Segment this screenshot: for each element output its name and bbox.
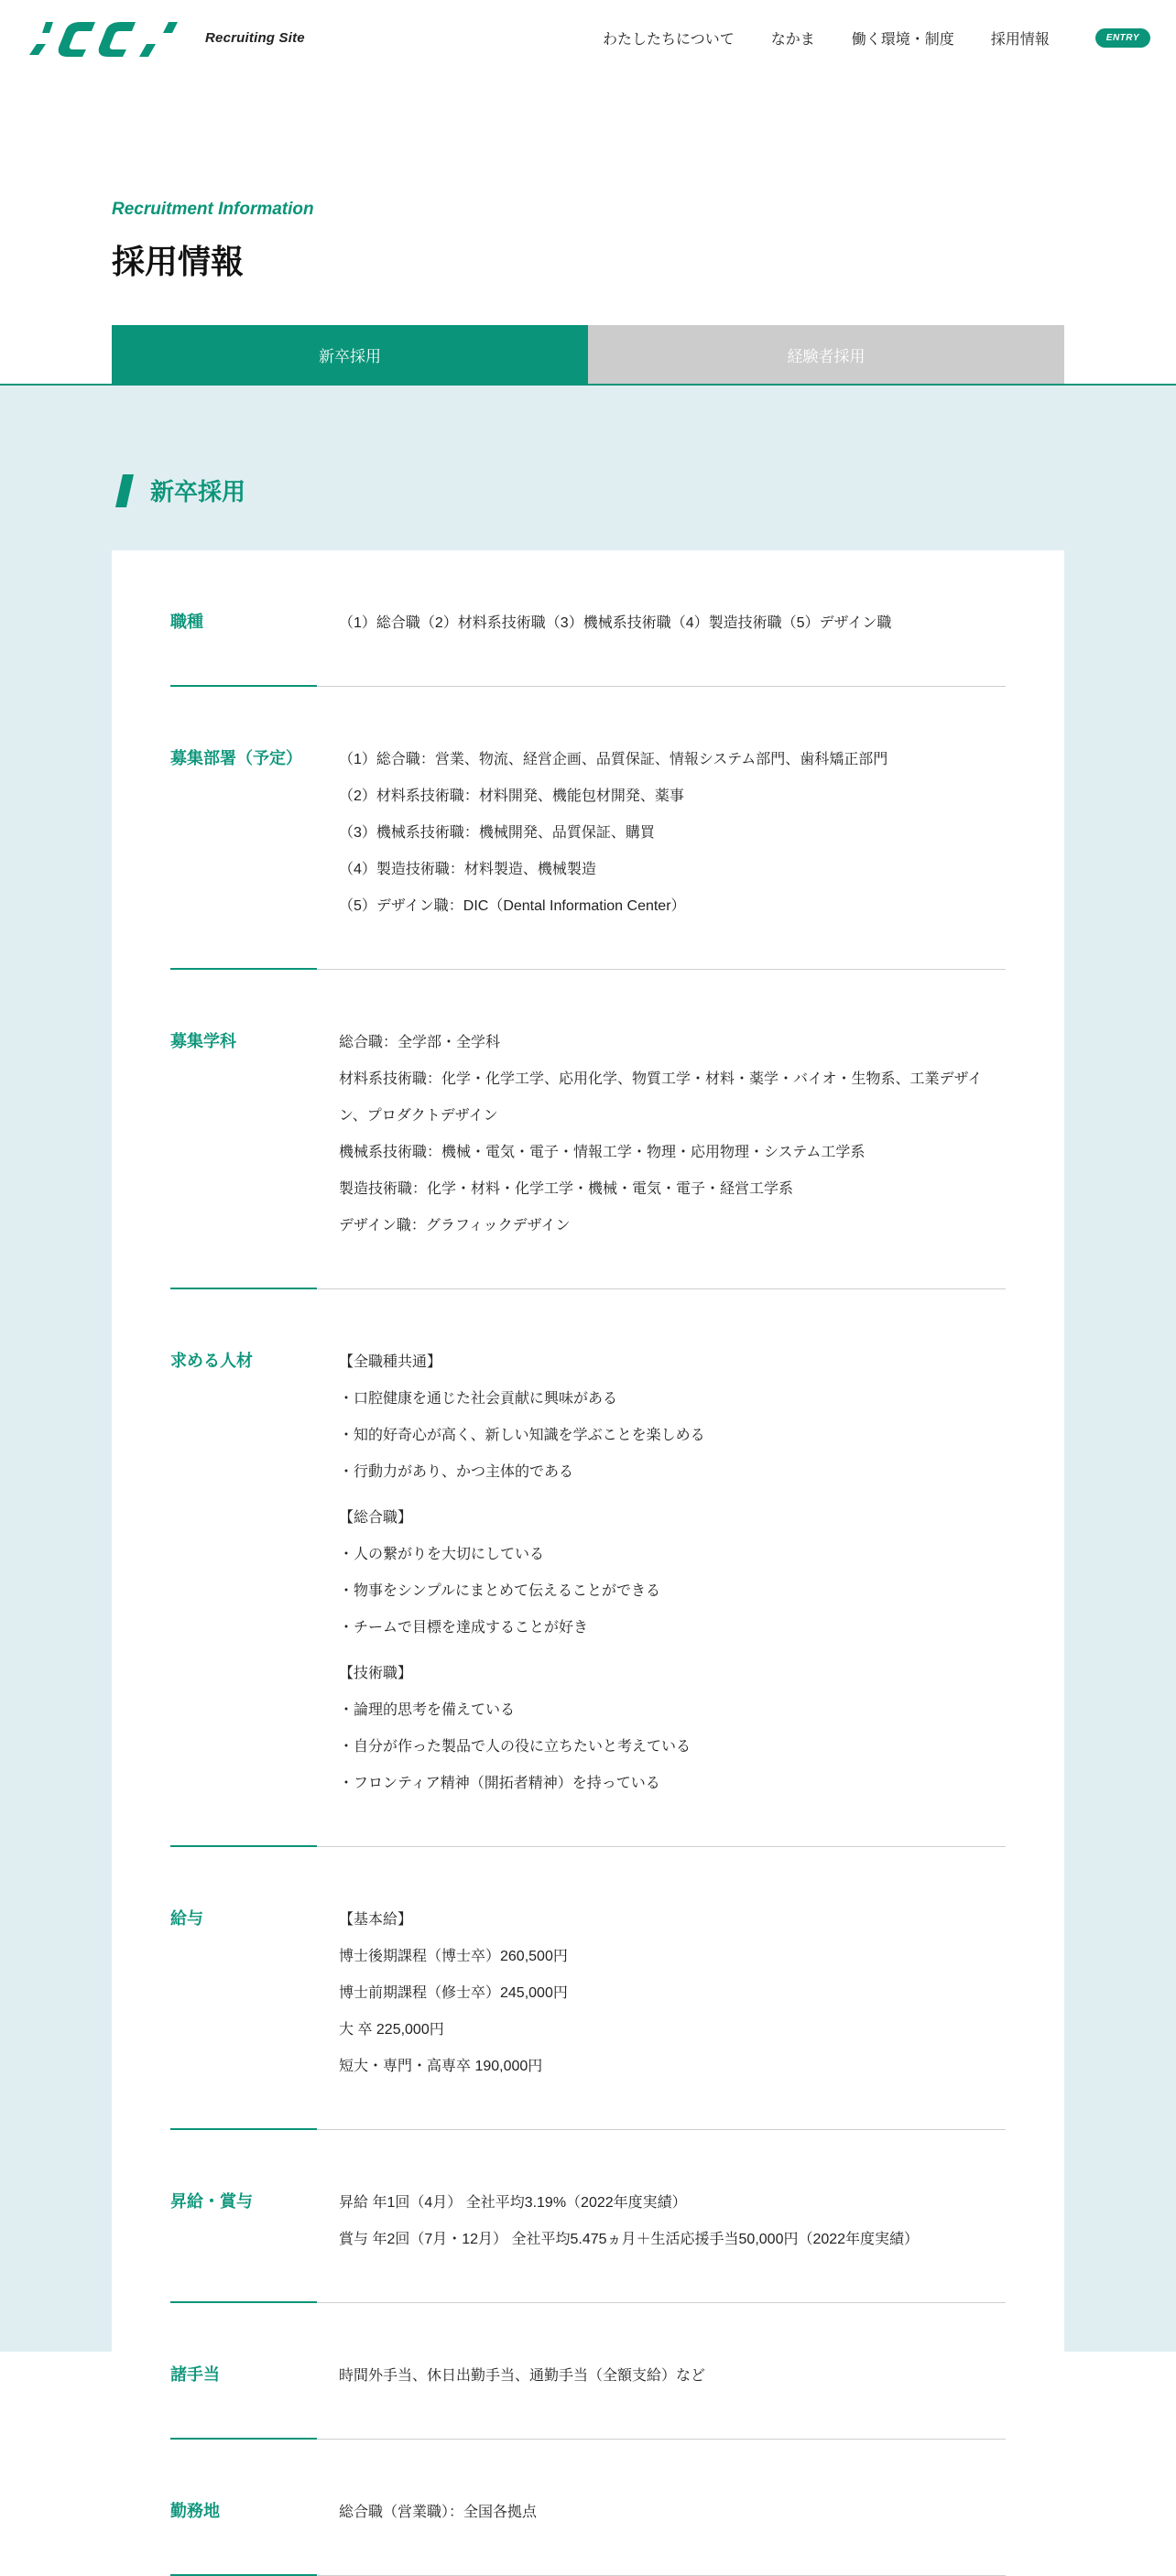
requirement-row — [170, 550, 1006, 687]
nav-environment[interactable]: 働く環境・制度 — [851, 32, 954, 48]
requirement-label: 求める人材 — [170, 1352, 253, 1370]
requirement-line: （5）デザイン職：DIC（Dental Information Center） — [339, 898, 686, 914]
requirement-row — [170, 970, 1006, 1289]
requirement-group — [339, 1656, 1006, 1802]
main-nav — [603, 27, 1150, 49]
recruit-tabs — [112, 325, 1064, 384]
requirement-line: 【基本給】 — [339, 1912, 413, 1928]
requirement-label: 給与 — [170, 1909, 203, 1928]
requirement-label: 職種 — [170, 613, 203, 631]
requirement-line: （1）総合職：営業、物流、経営企画、品質保証、情報システム部門、歯科矯正部門 — [339, 752, 888, 767]
requirement-group — [339, 1344, 1006, 1491]
requirement-line: 【総合職】 — [339, 1510, 413, 1526]
requirement-line: ・物事をシンプルにまとめて伝えることができる — [339, 1583, 660, 1599]
requirement-line: ・論理的思考を備えている — [339, 1702, 516, 1718]
requirement-body — [339, 742, 1006, 925]
tab-new-graduate[interactable]: 新卒採用 — [112, 325, 588, 384]
requirement-line: ・行動力があり、かつ主体的である — [339, 1464, 574, 1480]
requirement-line: 【全職種共通】 — [339, 1354, 442, 1370]
site-label: Recruiting Site — [205, 30, 305, 46]
requirement-line: （1）総合職（2）材料系技術職（3）機械系技術職（4）製造技術職（5）デザイン職 — [339, 615, 892, 631]
requirement-group — [339, 2358, 1006, 2395]
requirement-row — [170, 2130, 1006, 2303]
requirements-card — [112, 550, 1064, 2520]
requirement-body — [339, 2185, 1006, 2258]
slash-icon — [115, 474, 134, 507]
requirement-group — [339, 2494, 1006, 2531]
main-content — [0, 386, 1176, 2520]
site-header — [0, 0, 1176, 81]
requirement-line: （3）機械系技術職：機械開発、品質保証、購買 — [339, 825, 655, 841]
requirement-row — [170, 2440, 1006, 2576]
section-title: 新卒採用 — [150, 478, 246, 505]
requirement-label: 諸手当 — [170, 2365, 220, 2384]
requirement-line: 博士後期課程（博士卒）260,500円 — [339, 1949, 568, 1964]
requirement-line: 材料系技術職：化学・化学工学、応用化学、物質工学・材料・薬学・バイオ・生物系、工業デザイン、プロダクトデザイン — [339, 1071, 983, 1124]
requirement-label: 募集学科 — [170, 1032, 236, 1050]
entry-button[interactable]: ENTRY — [1095, 28, 1150, 48]
requirement-line: ・フロンティア精神（開拓者精神）を持っている — [339, 1776, 660, 1791]
section-heading — [115, 473, 245, 507]
requirement-line: 総合職：全学部・全学科 — [339, 1035, 501, 1050]
page-subtitle: Recruitment Information — [112, 200, 314, 219]
requirement-group — [339, 742, 1006, 925]
requirement-body — [339, 2358, 1006, 2395]
requirement-line: 機械系技術職：機械・電気・電子・情報工学・物理・応用物理・システム工学系 — [339, 1145, 866, 1160]
requirement-label: 昇給・賞与 — [170, 2192, 253, 2211]
requirement-body — [339, 1025, 1006, 1245]
requirement-row — [170, 1847, 1006, 2130]
requirement-line: ・チームで目標を達成することが好き — [339, 1620, 589, 1636]
requirement-label: 募集部署（予定） — [170, 749, 302, 767]
requirement-row — [170, 687, 1006, 970]
page-title: 採用情報 — [112, 243, 245, 280]
requirement-line: デザイン職：グラフィックデザイン — [339, 1218, 571, 1234]
nav-recruitment[interactable]: 採用情報 — [990, 32, 1050, 48]
requirement-line: ・知的好奇心が高く、新しい知識を学ぶことを楽しめる — [339, 1428, 705, 1443]
requirement-line: 製造技術職：化学・材料・化学工学・機械・電気・電子・経営工学系 — [339, 1181, 794, 1197]
requirement-row — [170, 1289, 1006, 1847]
requirement-line: 時間外手当、休日出勤手当、通勤手当（全額支給）など — [339, 2368, 706, 2384]
requirement-line: ・人の繋がりを大切にしている — [339, 1547, 545, 1562]
requirement-group — [339, 2185, 1006, 2258]
requirement-line: 総合職（営業職）：全国各拠点 — [339, 2505, 538, 2520]
tab-experienced[interactable]: 経験者採用 — [588, 325, 1064, 384]
requirement-line: ・口腔健康を通じた社会貢献に興味がある — [339, 1391, 618, 1407]
nav-members[interactable]: なかま — [770, 32, 815, 48]
requirement-line: 短大・専門・高専卒 190,000円 — [339, 2059, 543, 2074]
requirement-body — [339, 605, 1006, 642]
requirement-label: 勤務地 — [170, 2502, 220, 2520]
requirement-line: 昇給 年1回（4月） 全社平均3.19%（2022年度実績） — [339, 2195, 687, 2211]
requirement-group — [339, 1025, 1006, 1245]
requirement-body — [339, 2494, 1006, 2531]
nav-about[interactable]: わたしたちについて — [603, 32, 735, 48]
requirement-line: 賞与 年2回（7月・12月） 全社平均5.475ヵ月＋生活応援手当50,000円（2022年度実績） — [339, 2232, 920, 2247]
requirement-body — [339, 1902, 1006, 2085]
requirement-group — [339, 605, 1006, 642]
requirement-line: 【技術職】 — [339, 1666, 413, 1681]
requirement-group — [339, 1902, 1006, 2085]
requirement-line: ・自分が作った製品で人の役に立ちたいと考えている — [339, 1739, 691, 1755]
requirement-group — [339, 1500, 1006, 1647]
requirement-line: （4）製造技術職：材料製造、機械製造 — [339, 862, 596, 877]
requirement-body — [339, 1344, 1006, 1802]
gc-logo[interactable] — [26, 20, 187, 59]
requirement-line: 大 卒 225,000円 — [339, 2022, 444, 2038]
requirement-line: 博士前期課程（修士卒）245,000円 — [339, 1985, 568, 2001]
requirement-row — [170, 2303, 1006, 2440]
requirement-line: （2）材料系技術職：材料開発、機能包材開発、薬事 — [339, 788, 684, 804]
